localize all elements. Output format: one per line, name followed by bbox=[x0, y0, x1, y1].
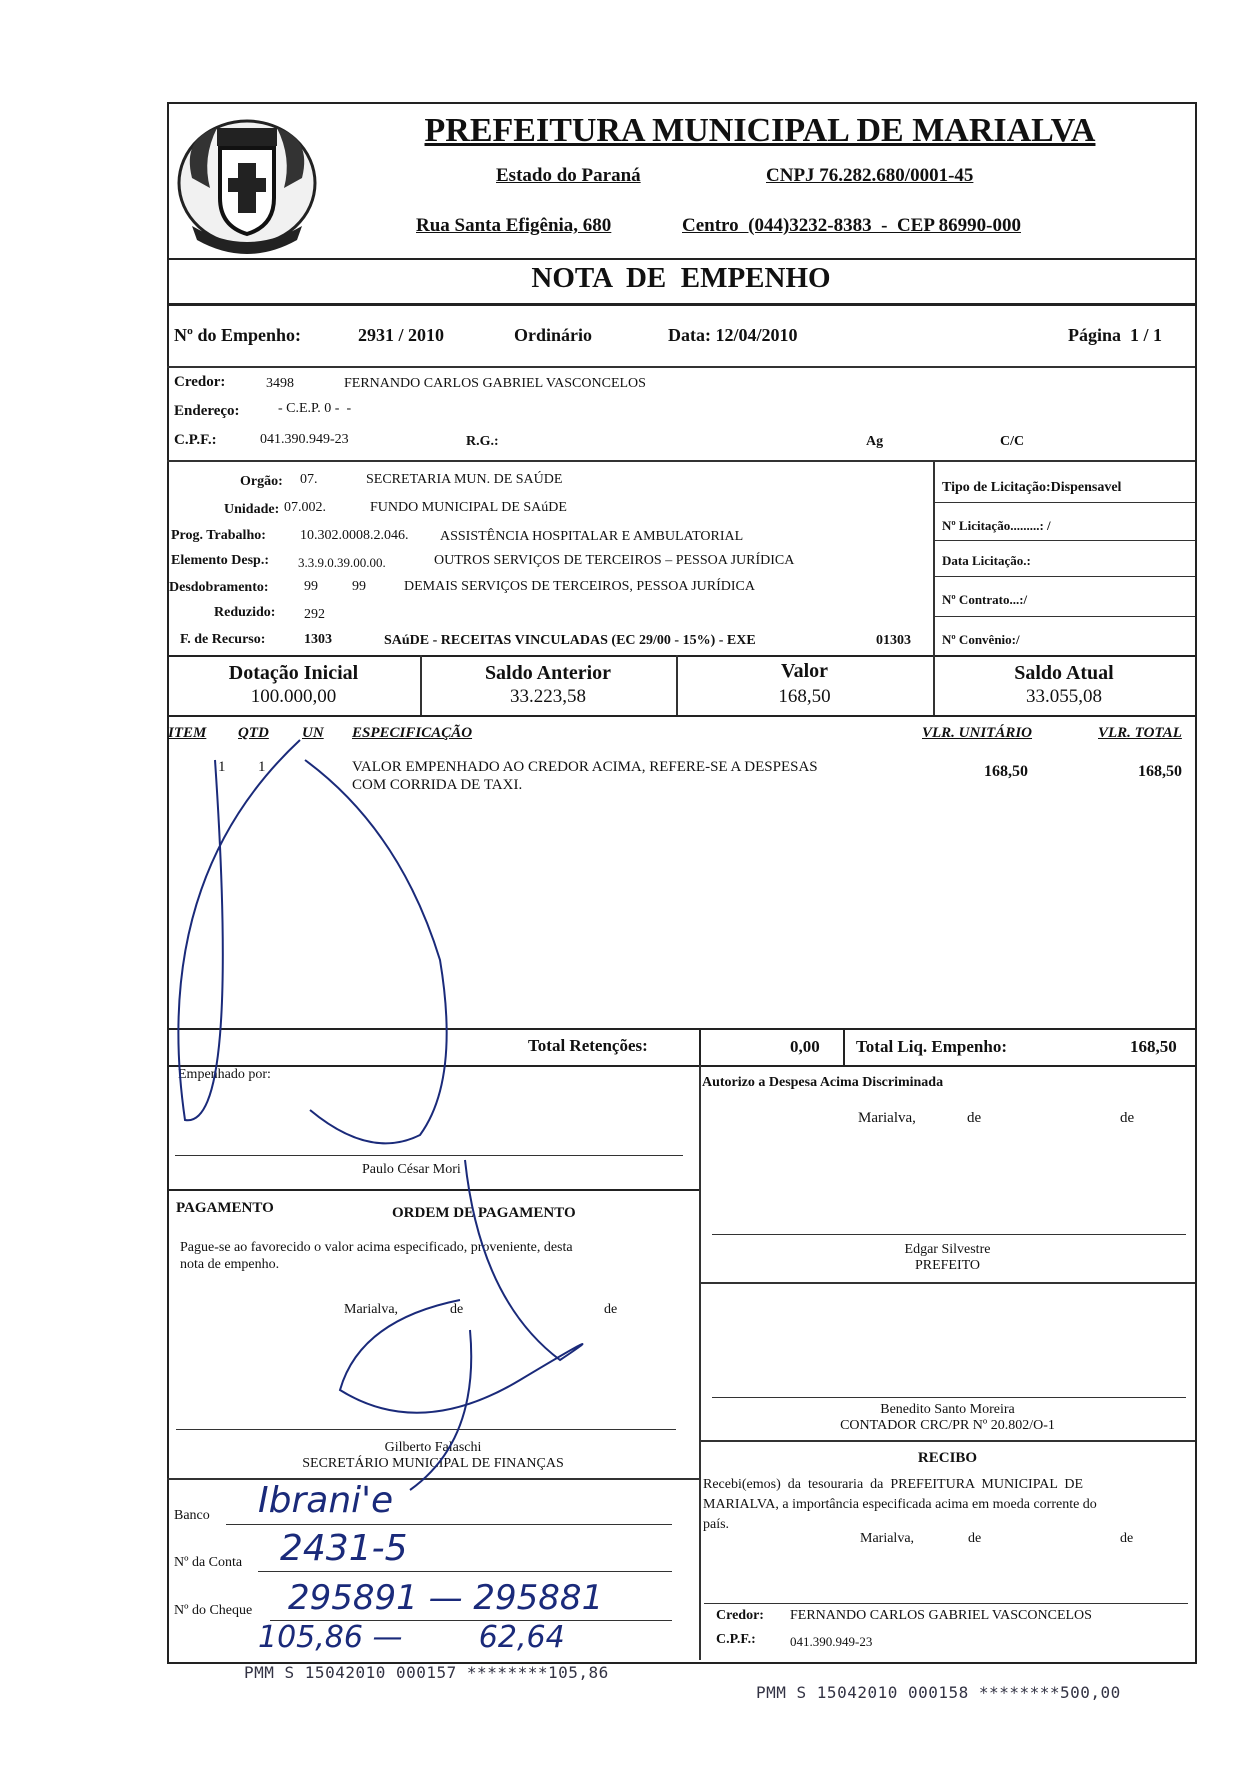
saldo-atual-label: Saldo Atual bbox=[1014, 662, 1114, 684]
cheque-label: Nº do Cheque bbox=[174, 1603, 253, 1618]
col-spec: ESPECIFICAÇÃO bbox=[352, 725, 473, 741]
desdobramento-code2: 99 bbox=[352, 579, 366, 594]
desdobramento-label: Desdobramento: bbox=[169, 580, 269, 595]
col-un: UN bbox=[302, 725, 324, 741]
valor-label: Valor bbox=[780, 660, 829, 682]
endereco-label: Endereço: bbox=[174, 403, 240, 419]
cc-label: C/C bbox=[1000, 434, 1025, 449]
page-title: PREFEITURA MUNICIPAL DE MARIALVA bbox=[424, 112, 1096, 149]
numero-convenio: Nº Convênio:/ bbox=[942, 632, 1020, 647]
desdobramento-value: DEMAIS SERVIÇOS DE TERCEIROS, PESSOA JURÍDICA bbox=[404, 579, 756, 594]
prog-code: 10.302.0008.2.046. bbox=[300, 528, 409, 543]
recibo-text2: MARIALVA, a importância especificada acima em moeda corrente do bbox=[703, 1497, 1097, 1512]
data-licitacao: Data Licitação.: bbox=[942, 553, 1031, 568]
row-spec-line2: COM CORRIDA DE TAXI. bbox=[352, 777, 523, 793]
dotacao-inicial-label: Dotação Inicial bbox=[228, 662, 359, 684]
bank-stamp-left: PMM S 15042010 000157 ********105,86 bbox=[244, 1663, 609, 1682]
unidade-label: Unidade: bbox=[224, 502, 280, 517]
pagamento-city: Marialva, bbox=[344, 1302, 399, 1317]
cheque-handwritten-line2: 105,86 — 62,64 bbox=[258, 1620, 565, 1655]
recurso-code2: 01303 bbox=[876, 633, 911, 648]
autorizo-signer: Edgar Silvestre bbox=[904, 1242, 991, 1257]
banco-label: Banco bbox=[174, 1508, 210, 1523]
row-qtd: 1 bbox=[258, 759, 266, 775]
bank-stamp-right: PMM S 15042010 000158 ********500,00 bbox=[756, 1683, 1121, 1702]
cpf-label: C.P.F.: bbox=[174, 432, 217, 448]
reduzido-label: Reduzido: bbox=[214, 605, 276, 620]
tipo-licitacao: Tipo de Licitação:Dispensavel bbox=[942, 480, 1122, 495]
recibo-city: Marialva, bbox=[860, 1531, 915, 1546]
recibo-de1: de bbox=[968, 1531, 982, 1546]
ag-label: Ag bbox=[866, 434, 884, 449]
elemento-label: Elemento Desp.: bbox=[171, 553, 269, 568]
cheque-handwritten: 295891 — 295881 bbox=[288, 1578, 604, 1618]
conta-label: Nº da Conta bbox=[174, 1555, 243, 1570]
liquido-value: 168,50 bbox=[1130, 1037, 1177, 1056]
pagamento-text1: Pague-se ao favorecido o valor acima especificado, proveniente, desta bbox=[180, 1240, 573, 1255]
autorizo-de1: de bbox=[967, 1110, 982, 1126]
numero-licitacao: Nº Licitação.........: / bbox=[942, 518, 1051, 533]
ordem-pagamento: ORDEM DE PAGAMENTO bbox=[392, 1205, 576, 1221]
recibo-cpf-value: 041.390.949-23 bbox=[790, 1634, 873, 1649]
conta-handwritten: 2431-5 bbox=[280, 1528, 408, 1569]
recibo-cpf-label: C.P.F.: bbox=[716, 1632, 756, 1647]
address-label: Rua Santa Efigênia, 680 bbox=[416, 215, 612, 236]
elemento-value: OUTROS SERVIÇOS DE TERCEIROS – PESSOA JURÍDICA bbox=[434, 553, 795, 568]
empenhado-label: Empenhado por: bbox=[178, 1067, 271, 1082]
contador-signer: Benedito Santo Moreira bbox=[880, 1402, 1015, 1417]
desdobramento-code1: 99 bbox=[304, 579, 318, 594]
recibo-credor-label: Credor: bbox=[716, 1608, 764, 1623]
orgao-value: SECRETARIA MUN. DE SAÚDE bbox=[366, 472, 563, 487]
unidade-code: 07.002. bbox=[284, 500, 326, 515]
empenho-date: Data: 12/04/2010 bbox=[668, 325, 798, 345]
autorizo-title: Autorizo a Despesa Acima Discriminada bbox=[702, 1075, 944, 1090]
orgao-code: 07. bbox=[300, 472, 318, 487]
empenho-number: 2931 / 2010 bbox=[358, 325, 445, 345]
col-qtd: QTD bbox=[238, 725, 269, 741]
banco-handwritten: Ibrani'e bbox=[258, 1480, 394, 1521]
saldo-anterior-value: 33.223,58 bbox=[510, 686, 586, 707]
pagamento-text2: nota de empenho. bbox=[180, 1257, 280, 1272]
numero-contrato: Nº Contrato...:/ bbox=[942, 592, 1028, 607]
prog-label: Prog. Trabalho: bbox=[171, 528, 266, 543]
credor-code: 3498 bbox=[266, 376, 294, 391]
recurso-code: 1303 bbox=[304, 632, 332, 647]
unidade-value: FUNDO MUNICIPAL DE SAúDE bbox=[370, 500, 567, 515]
empenhado-signer: Paulo César Mori bbox=[362, 1162, 461, 1177]
contador-role: CONTADOR CRC/PR Nº 20.802/O-1 bbox=[840, 1418, 1055, 1433]
saldo-atual-value: 33.055,08 bbox=[1026, 686, 1102, 707]
state-label: Estado do Paraná bbox=[496, 165, 641, 186]
row-unit-value: 168,50 bbox=[984, 763, 1028, 780]
credor-label: Credor: bbox=[174, 374, 226, 390]
pagamento-de2: de bbox=[604, 1302, 618, 1317]
empenho-number-label: Nº do Empenho: bbox=[174, 325, 301, 345]
saldo-anterior-label: Saldo Anterior bbox=[484, 662, 612, 684]
prog-value: ASSISTÊNCIA HOSPITALAR E AMBULATORIAL bbox=[440, 529, 744, 544]
cpf-value: 041.390.949-23 bbox=[260, 432, 349, 447]
col-unit: VLR. UNITÁRIO bbox=[922, 725, 1033, 741]
row-item: 1 bbox=[218, 759, 226, 775]
dotacao-inicial-value: 100.000,00 bbox=[250, 686, 337, 707]
recibo-credor-name: FERNANDO CARLOS GABRIEL VASCONCELOS bbox=[790, 1608, 1092, 1623]
col-item: ITEM bbox=[168, 725, 207, 741]
retencoes-label: Total Retenções: bbox=[528, 1036, 648, 1055]
endereco-value: - C.E.P. 0 - - bbox=[278, 401, 352, 416]
row-total-value: 168,50 bbox=[1138, 763, 1182, 780]
elemento-code: 3.3.9.0.39.00.00. bbox=[298, 555, 386, 570]
recibo-title: RECIBO bbox=[917, 1450, 978, 1466]
autorizo-role: PREFEITO bbox=[914, 1258, 981, 1273]
recurso-value: SAúDE - RECEITAS VINCULADAS (EC 29/00 - 15%) - EXE bbox=[384, 633, 756, 648]
valor-value: 168,50 bbox=[778, 686, 831, 707]
recibo-de2: de bbox=[1120, 1531, 1134, 1546]
cnpj-label: CNPJ 76.282.680/0001-45 bbox=[766, 165, 974, 186]
pagamento-signer: Gilberto Falaschi bbox=[384, 1440, 482, 1455]
recibo-text3: país. bbox=[703, 1517, 730, 1532]
recibo-text1: Recebi(emos) da tesouraria da PREFEITURA MUNICIPAL DE bbox=[703, 1477, 1084, 1492]
address-detail: Centro (044)3232-8383 - CEP 86990-000 bbox=[682, 215, 1021, 236]
autorizo-de2: de bbox=[1120, 1110, 1135, 1126]
document-title: NOTA DE EMPENHO bbox=[531, 262, 831, 294]
pagamento-role: SECRETÁRIO MUNICIPAL DE FINANÇAS bbox=[302, 1456, 564, 1471]
pagamento-label: PAGAMENTO bbox=[176, 1200, 274, 1216]
row-spec-line1: VALOR EMPENHADO AO CREDOR ACIMA, REFERE-SE A DESPESAS bbox=[352, 759, 818, 775]
credor-name: FERNANDO CARLOS GABRIEL VASCONCELOS bbox=[344, 376, 646, 391]
recurso-label: F. de Recurso: bbox=[180, 632, 266, 647]
liquido-label: Total Liq. Empenho: bbox=[856, 1037, 1007, 1056]
page-number: Página 1 / 1 bbox=[1068, 325, 1163, 345]
autorizo-city: Marialva, bbox=[858, 1110, 916, 1126]
rg-label: R.G.: bbox=[466, 434, 499, 449]
col-total: VLR. TOTAL bbox=[1098, 725, 1182, 741]
orgao-label: Orgão: bbox=[240, 474, 283, 489]
empenho-type: Ordinário bbox=[514, 325, 593, 345]
retencoes-value: 0,00 bbox=[790, 1037, 820, 1056]
reduzido-value: 292 bbox=[304, 607, 325, 622]
pagamento-de1: de bbox=[450, 1302, 464, 1317]
